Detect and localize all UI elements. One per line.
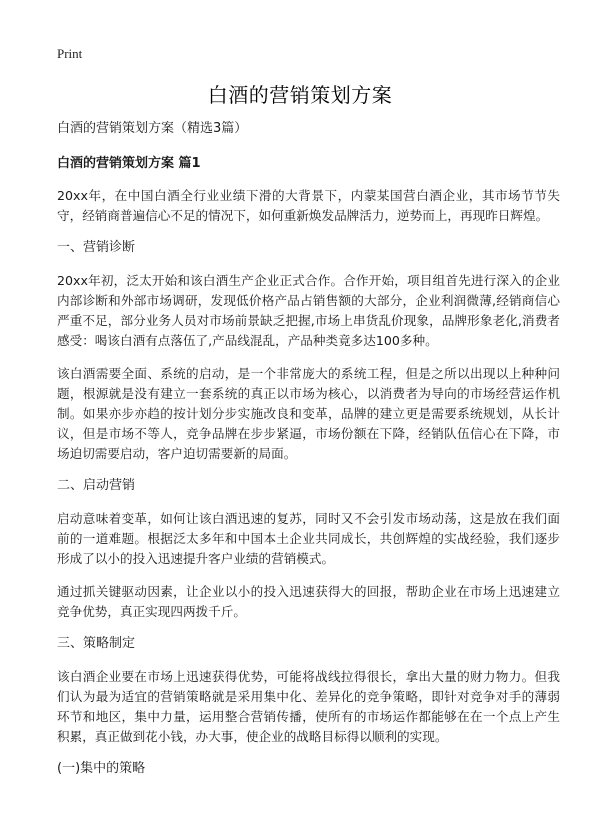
section-heading: (一)集中的策略 [57,761,146,776]
paragraph: 20xx年初，泛太开始和该白酒生产企业正式合作。合作开始，项目组首先进行深入的企业内部诊断和外部市场调研，发现低价格产品占销售额的大部分，企业利润微薄,经销商信心严重不足，部分业务人员对市场前景缺乏把握,市场上串货乱价现象，品牌形象老化,消费者感受：喝该白酒有点落伍了,产品线混乱，产品种类竟多达100多种。 [57,273,560,348]
section-heading: 一、营销诊断 [57,240,136,255]
print-link[interactable]: Print [57,46,83,61]
document-title: 白酒的营销策划方案 [207,83,393,107]
paragraph: 启动意味着变革，如何让该白酒迅速的复苏，同时又不会引发市场动荡，这是放在我们面前的一道难题。根据泛太多年和中国本土企业共同成长，共创辉煌的实战经验，我们逐步形成了以小的投入迅速提升客户业绩的营销模式。 [57,511,560,566]
paragraph: 20xx年，在中国白酒全行业业绩下滑的大背景下，内蒙某国营白酒企业，其市场节节失守，经销商普遍信心不足的情况下，如何重新焕发品牌活力，逆势而上，再现昨日辉煌。 [57,188,560,223]
document-body [57,120,560,792]
document-subtitle: 白酒的营销策划方案（精选3篇） [57,121,248,136]
section-heading: 二、启动营销 [57,478,136,493]
paragraph: 通过抓关键驱动因素，让企业以小的投入迅速获得大的回报，帮助企业在市场上迅速建立竞争优势，真正实现四两拨千斤。 [57,584,560,619]
section-heading: 三、策略制定 [57,636,136,651]
section-title: 白酒的营销策划方案 篇1 [57,156,201,171]
paragraph: 该白酒企业要在市场上迅速获得优势，可能将战线拉得很长，拿出大量的财力物力。但我们认为最为适宜的营销策略就是采用集中化、差异化的竞争策略，即针对竞争对手的薄弱环节和地区，集中力量，运用整合营销传播，使所有的市场运作都能够在在一个点上产生积累，真正做到花小钱，办大事，使企业的战略目标得以顺利的实现。 [57,669,560,744]
paragraph: 该白酒需要全面、系统的启动，是一个非常庞大的系统工程，但是之所以出现以上种种问题，根源就是没有建立一套系统的真正以市场为核心，以消费者为导向的市场经营运作机制。如果亦步亦趋的按计划分步实施改良和变革，品牌的建立更是需要系统规划，从长计议，但是市场不等人，竞争品牌在步步紧逼，市场份额在下降，经销队伍信心在下降，市场迫切需要启动，客户迫切需要新的局面。 [57,366,560,461]
